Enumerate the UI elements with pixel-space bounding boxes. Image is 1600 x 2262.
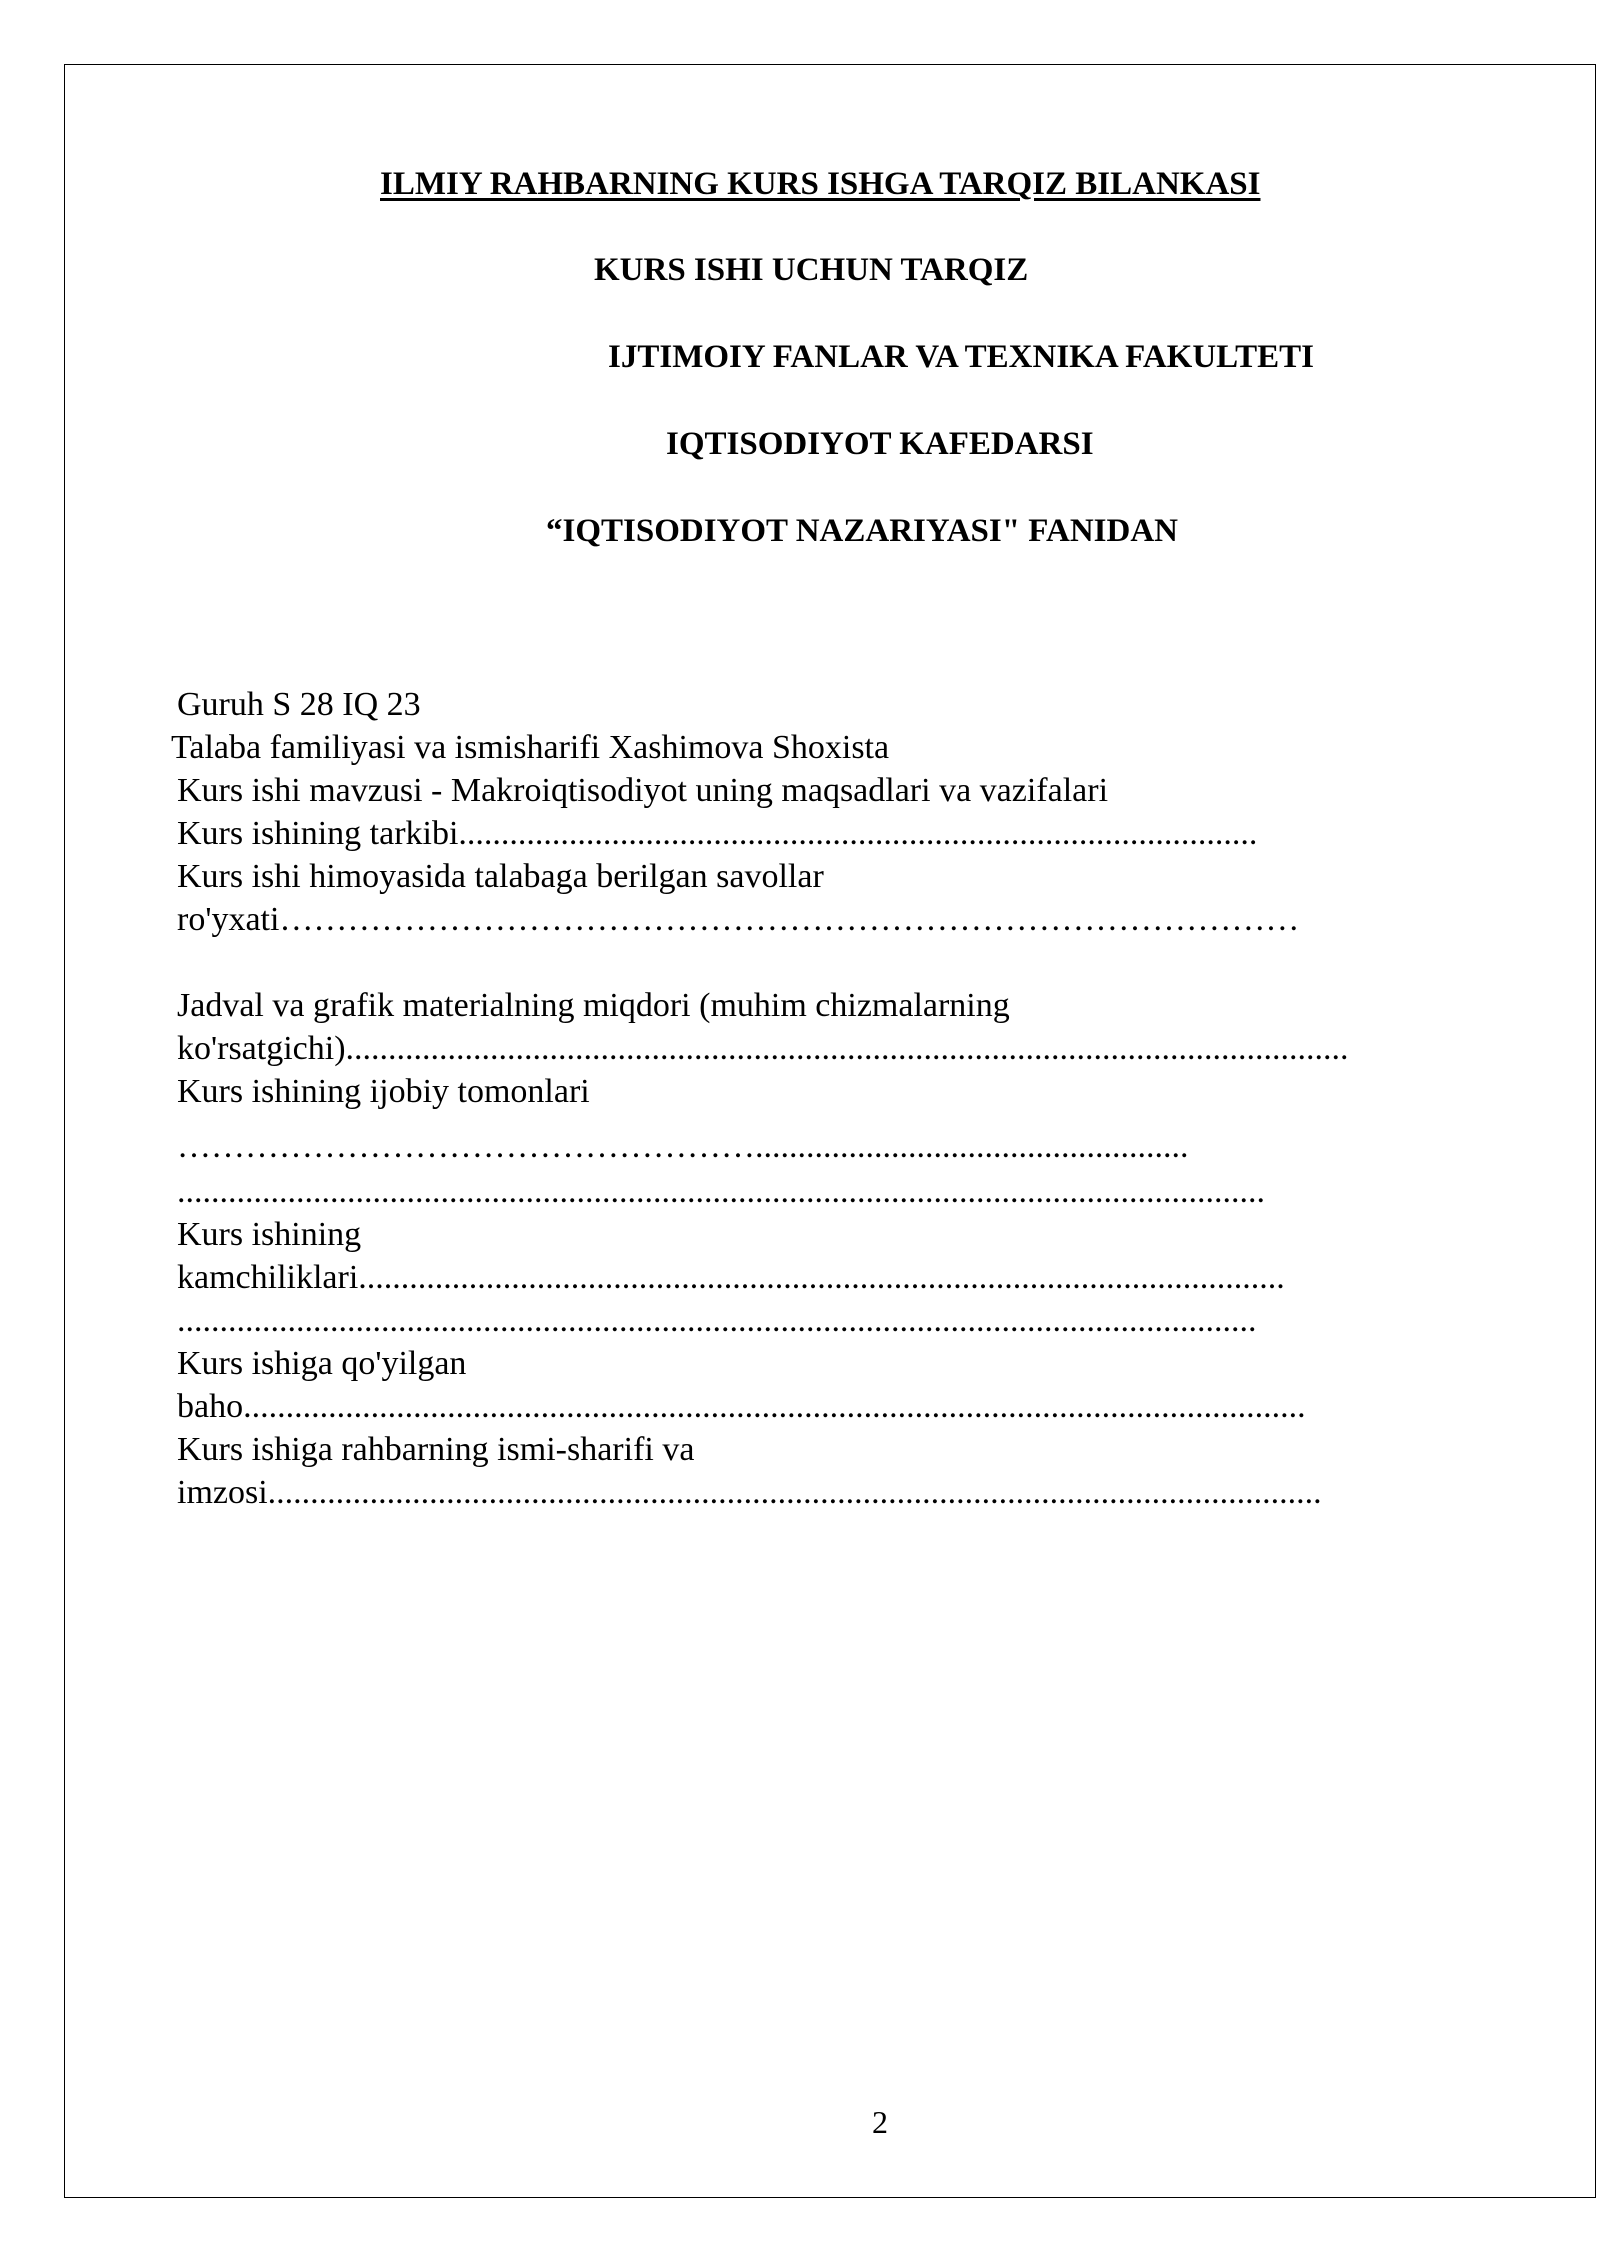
supervisor-signature-line: imzosi............................................................................................................................	[177, 1474, 1322, 1511]
structure-line: Kurs ishining tarkibi..............................................................................................	[177, 815, 1258, 852]
questions-fill-line: ro'yxati………………………………………………………………………………	[177, 901, 1300, 938]
supervisor-label: Kurs ishiga rahbarning ismi-sharifi va	[177, 1431, 695, 1468]
subject-heading: “IQTISODIYOT NAZARIYASI" FANIDAN	[546, 513, 1179, 549]
document-title: ILMIY RAHBARNING KURS ISHGA TARQIZ BILANKASI	[380, 166, 1261, 202]
document-subtitle: KURS ISHI UCHUN TARQIZ	[594, 252, 1029, 288]
topic-line: Kurs ishi mavzusi - Makroiqtisodiyot uning maqsadlari va vazifalari	[177, 772, 1109, 809]
materials-fill-line: ko'rsatgichi)......................................................................................................................	[177, 1030, 1349, 1067]
questions-label: Kurs ishi himoyasida talabaga berilgan savollar	[177, 858, 824, 895]
shortcomings-fill-line-1: kamchiliklari.............................................................................................................	[177, 1259, 1285, 1296]
page-number: 2	[872, 2104, 888, 2140]
shortcomings-label: Kurs ishining	[177, 1216, 362, 1253]
shortcomings-fill-line-2: ...............................................................................................................................	[177, 1302, 1257, 1339]
group-line: Guruh S 28 IQ 23	[177, 686, 421, 723]
grade-label: Kurs ishiga qo'yilgan	[177, 1345, 467, 1382]
positives-fill-line-1: ……………………………………………...................................................	[177, 1128, 1189, 1165]
department-heading: IQTISODIYOT KAFEDARSI	[666, 426, 1094, 462]
positives-fill-line-2: ................................................................................................................................	[177, 1173, 1265, 1210]
materials-label: Jadval va grafik materialning miqdori (muhim chizmalarning	[177, 987, 1010, 1024]
faculty-heading: IJTIMOIY FANLAR VA TEXNIKA FAKULTETI	[608, 339, 1315, 375]
positives-label: Kurs ishining ijobiy tomonlari	[177, 1073, 590, 1110]
student-name-line: Talaba familiyasi va ismisharifi Xashimova Shoxista	[171, 729, 890, 766]
grade-fill-line: baho.............................................................................................................................	[177, 1388, 1306, 1425]
